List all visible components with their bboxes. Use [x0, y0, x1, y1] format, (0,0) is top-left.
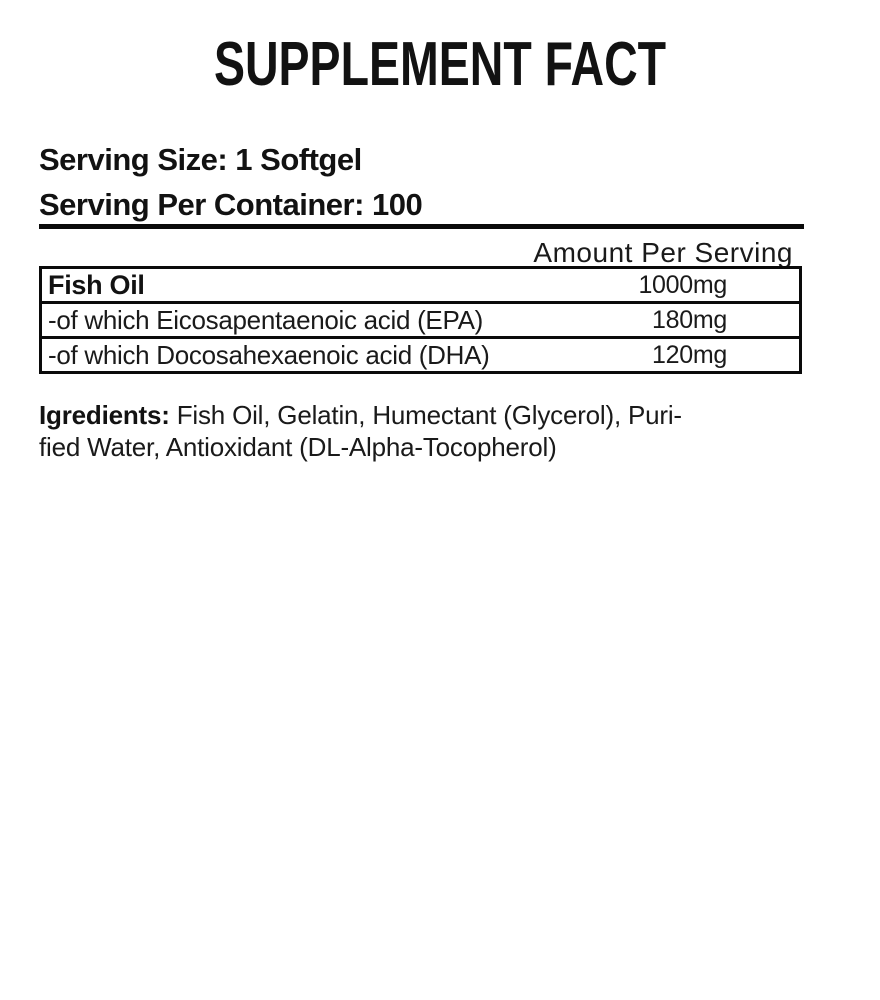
ingredients-text-line2: fied Water, Antioxidant (DL-Alpha-Tocopherol)	[39, 432, 557, 462]
header-divider-rule	[39, 224, 804, 229]
nutrient-name: -of which Eicosapentaenoic acid (EPA)	[48, 304, 483, 335]
ingredients-paragraph	[39, 399, 819, 463]
table-row-fish-oil	[42, 269, 799, 301]
nutrition-facts-table	[39, 266, 802, 374]
supplement-facts-title: SUPPLEMENT FACT	[213, 30, 667, 99]
ingredients-label: Igredients:	[39, 400, 170, 430]
nutrient-name: -of which Docosahexaenoic acid (DHA)	[48, 339, 490, 370]
serving-size-text: Serving Size: 1 Softgel	[39, 142, 362, 177]
ingredients-text-line1: Fish Oil, Gelatin, Humectant (Glycerol), Puri-	[169, 400, 682, 430]
nutrient-name: Fish Oil	[48, 269, 145, 300]
nutrient-amount: 120mg	[652, 340, 727, 369]
table-row-dha	[42, 336, 799, 371]
serving-per-container-text: Serving Per Container: 100	[39, 187, 423, 222]
nutrient-amount: 180mg	[652, 305, 727, 334]
table-row-epa	[42, 301, 799, 336]
nutrient-amount: 1000mg	[638, 270, 727, 299]
amount-per-serving-header: Amount Per Serving	[533, 237, 793, 268]
